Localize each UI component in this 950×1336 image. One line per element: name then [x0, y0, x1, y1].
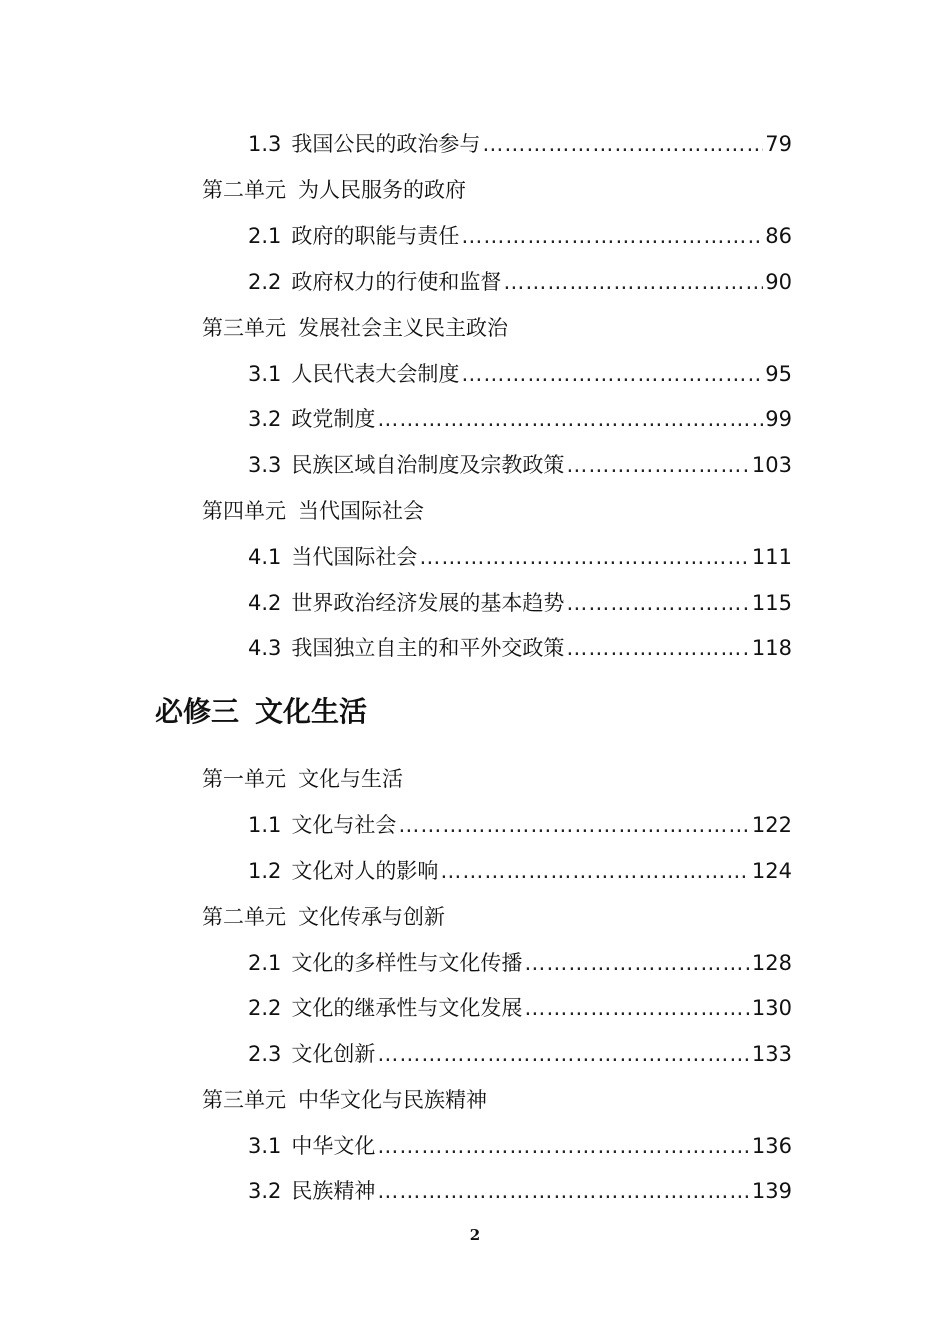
- entry-title: 文化创新: [291, 1042, 376, 1066]
- toc-entry: [248, 946, 792, 980]
- dot-leader: [461, 357, 763, 391]
- entry-title: 文化对人的影响: [291, 859, 439, 883]
- toc-unit: [202, 1083, 487, 1117]
- entry-number: 2.2: [248, 270, 282, 294]
- dot-leader: [524, 946, 750, 980]
- toc-entry: [248, 631, 792, 665]
- entry-page: 139: [751, 1179, 792, 1203]
- toc-unit: [202, 900, 445, 934]
- dot-leader: [566, 586, 750, 620]
- section-heading: [155, 692, 367, 732]
- entry-number: 2.1: [248, 224, 282, 248]
- section-label: 必修三: [155, 695, 240, 728]
- entry-number: 1.3: [248, 132, 282, 156]
- entry-title: 政府权力的行使和监督: [291, 270, 502, 294]
- unit-label: 第一单元: [202, 767, 286, 791]
- toc-unit: [202, 311, 508, 345]
- entry-title: 政府的职能与责任: [291, 224, 460, 248]
- toc-unit: [202, 173, 466, 207]
- entry-title: 世界政治经济发展的基本趋势: [291, 591, 565, 615]
- dot-leader: [461, 219, 763, 253]
- unit-label: 第三单元: [202, 316, 286, 340]
- unit-label: 第四单元: [202, 499, 286, 523]
- entry-number: 4.1: [248, 545, 282, 569]
- toc-entry: [248, 1037, 792, 1071]
- dot-leader: [482, 127, 763, 161]
- entry-page: 103: [751, 453, 792, 477]
- entry-title: 文化的继承性与文化发展: [291, 996, 523, 1020]
- toc-entry: [248, 540, 792, 574]
- entry-number: 3.2: [248, 1179, 282, 1203]
- toc-entry: [248, 448, 792, 482]
- entry-page: 115: [751, 591, 792, 615]
- entry-page: 86: [765, 224, 792, 248]
- toc-entry: [248, 402, 792, 436]
- entry-page: 128: [751, 951, 792, 975]
- unit-title: 发展社会主义民主政治: [298, 316, 508, 340]
- dot-leader: [440, 854, 750, 888]
- entry-number: 1.2: [248, 859, 282, 883]
- entry-title: 中华文化: [291, 1134, 376, 1158]
- entry-page: 111: [751, 545, 792, 569]
- entry-number: 4.2: [248, 591, 282, 615]
- dot-leader: [398, 808, 750, 842]
- dot-leader: [566, 631, 750, 665]
- entry-page: 95: [765, 362, 792, 386]
- toc-entry: [248, 219, 792, 253]
- toc-entry: [248, 854, 792, 888]
- entry-title: 我国公民的政治参与: [291, 132, 481, 156]
- entry-page: 136: [751, 1134, 792, 1158]
- entry-title: 文化的多样性与文化传播: [291, 951, 523, 975]
- toc-unit: [202, 762, 403, 796]
- dot-leader: [503, 265, 763, 299]
- entry-number: 4.3: [248, 636, 282, 660]
- dot-leader: [419, 540, 750, 574]
- dot-leader: [377, 1037, 750, 1071]
- section-title: 文化生活: [255, 695, 368, 728]
- entry-title: 民族精神: [291, 1179, 376, 1203]
- entry-number: 3.2: [248, 407, 282, 431]
- toc-entry: [248, 357, 792, 391]
- toc-entry: [248, 1174, 792, 1208]
- entry-page: 133: [751, 1042, 792, 1066]
- entry-page: 130: [751, 996, 792, 1020]
- toc-entry: [248, 586, 792, 620]
- entry-page: 99: [765, 407, 792, 431]
- unit-title: 中华文化与民族精神: [298, 1088, 487, 1112]
- entry-title: 民族区域自治制度及宗教政策: [291, 453, 565, 477]
- toc-entry: [248, 127, 792, 161]
- toc-unit: [202, 494, 424, 528]
- entry-number: 3.1: [248, 362, 282, 386]
- entry-number: 2.1: [248, 951, 282, 975]
- dot-leader: [377, 402, 763, 436]
- entry-title: 政党制度: [291, 407, 376, 431]
- page-number: 2: [469, 1226, 481, 1244]
- entry-number: 3.3: [248, 453, 282, 477]
- entry-number: 1.1: [248, 813, 282, 837]
- dot-leader: [377, 1129, 750, 1163]
- unit-label: 第二单元: [202, 178, 286, 202]
- unit-title: 当代国际社会: [298, 499, 424, 523]
- entry-page: 79: [765, 132, 792, 156]
- entry-number: 2.3: [248, 1042, 282, 1066]
- entry-number: 2.2: [248, 996, 282, 1020]
- dot-leader: [524, 991, 750, 1025]
- toc-entry: [248, 808, 792, 842]
- toc-entry: [248, 265, 792, 299]
- unit-label: 第二单元: [202, 905, 286, 929]
- dot-leader: [566, 448, 750, 482]
- toc-entry: [248, 1129, 792, 1163]
- unit-label: 第三单元: [202, 1088, 286, 1112]
- unit-title: 为人民服务的政府: [298, 178, 466, 202]
- entry-page: 118: [751, 636, 792, 660]
- entry-title: 人民代表大会制度: [291, 362, 460, 386]
- unit-title: 文化传承与创新: [298, 905, 445, 929]
- entry-page: 124: [751, 859, 792, 883]
- entry-title: 文化与社会: [291, 813, 397, 837]
- toc-entry: [248, 991, 792, 1025]
- entry-title: 当代国际社会: [291, 545, 418, 569]
- entry-page: 122: [751, 813, 792, 837]
- entry-page: 90: [765, 270, 792, 294]
- unit-title: 文化与生活: [298, 767, 403, 791]
- entry-title: 我国独立自主的和平外交政策: [291, 636, 565, 660]
- dot-leader: [377, 1174, 750, 1208]
- entry-number: 3.1: [248, 1134, 282, 1158]
